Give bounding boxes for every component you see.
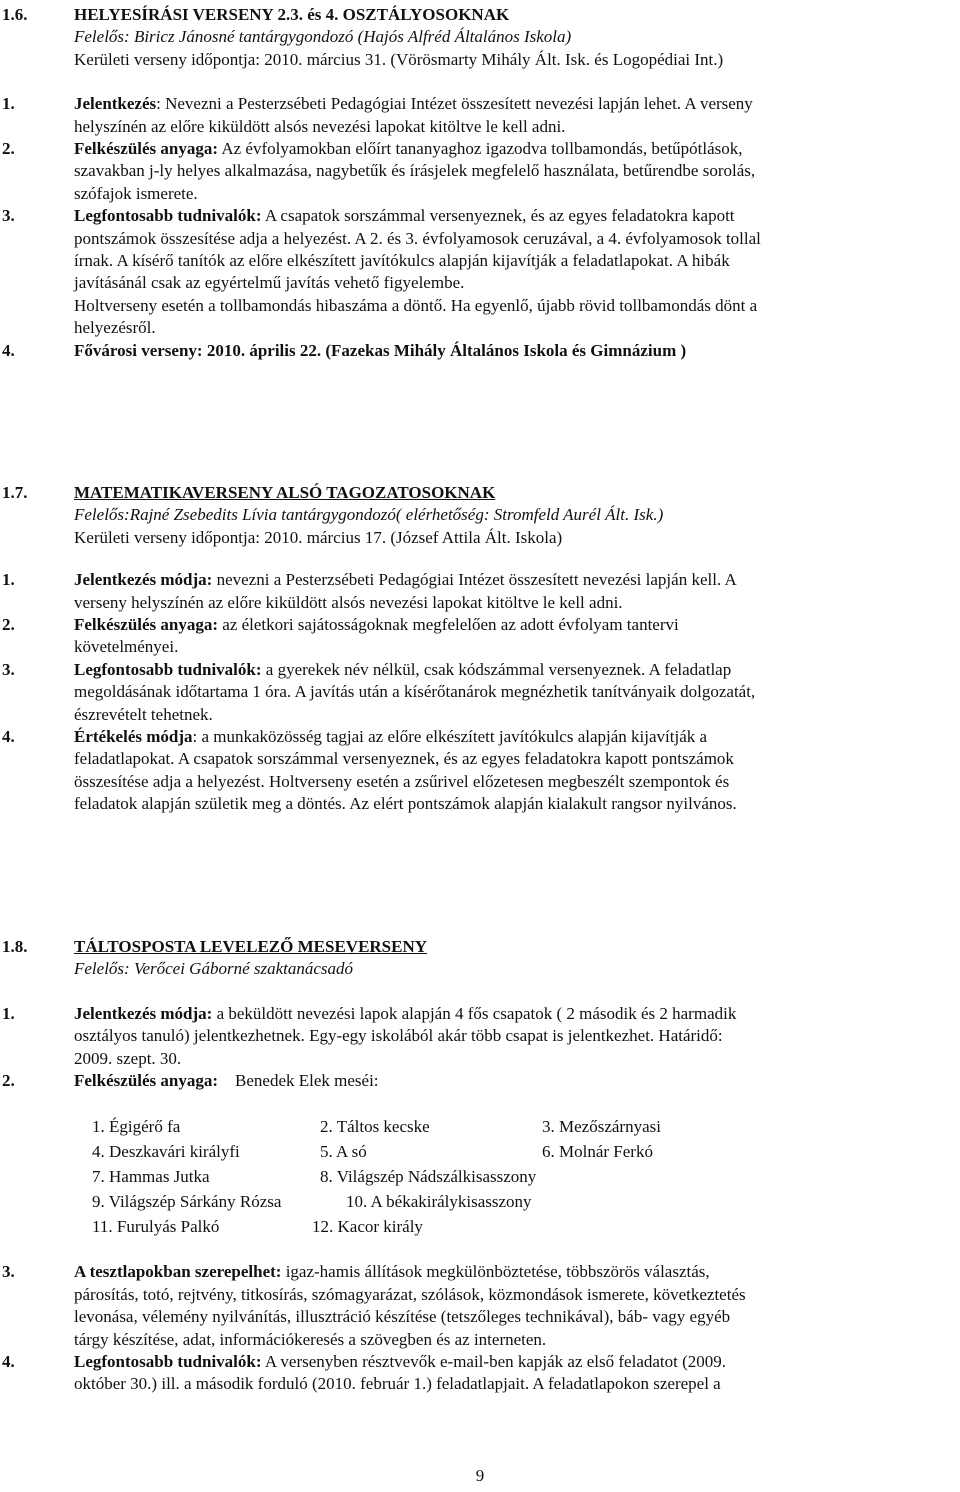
item-text: Az évfolyamokban előírt tananyaghoz igazodva tollbamondás, betűpótlások, bbox=[218, 139, 743, 159]
item-label: Legfontosabb tudnivalók: bbox=[74, 1352, 262, 1372]
date-line: Kerületi verseny időpontja: 2010. március 17. (József Attila Ált. Iskola) bbox=[74, 527, 563, 547]
story-row bbox=[92, 1216, 960, 1241]
item-label: Legfontosabb tudnivalók: bbox=[74, 659, 262, 679]
item-text: összesítése adja a helyezést. Holtverseny esetén a zsűrivel előzetesen megbeszélt szempontok és bbox=[74, 771, 730, 791]
item-text: 2009. szept. 30. bbox=[74, 1048, 182, 1068]
list-item bbox=[0, 205, 960, 339]
section-number: 1.6. bbox=[2, 5, 28, 24]
story-item: 12. Kacor király bbox=[312, 1217, 423, 1237]
item-text: október 30.) ill. a második forduló (2010. február 1.) feladatlapjait. A feladatlapokon szerepel a bbox=[74, 1374, 721, 1394]
story-row bbox=[92, 1191, 960, 1216]
story-item: 8. Világszép Nádszálkisasszony bbox=[320, 1167, 537, 1187]
item-label: Jelentkezés bbox=[74, 94, 157, 114]
story-row bbox=[92, 1141, 960, 1166]
item-label: Felkészülés anyaga: bbox=[74, 139, 219, 159]
item-label: Legfontosabb tudnivalók: bbox=[74, 206, 262, 226]
story-item: 1. Égigérő fa bbox=[92, 1117, 181, 1137]
section-number: 1.8. bbox=[2, 937, 28, 956]
item-text: : Nevezni a Pesterzsébeti Pedagógiai Intézet összesített nevezési lapján lehet. A verseny bbox=[156, 94, 753, 114]
item-text: írnak. A kísérő tanítók az előre elkészített javítókulcs alapján kijavítják a feladatlapokat. A hibák bbox=[74, 251, 730, 271]
item-text: : a munkaközösség tagjai az előre elkészített javítókulcs alapján kijavítják a bbox=[192, 727, 708, 747]
item-number: 4. bbox=[2, 1352, 15, 1372]
story-item: 7. Hammas Jutka bbox=[92, 1167, 210, 1187]
item-number: 3. bbox=[2, 1262, 15, 1282]
item-text: osztályos tanuló) jelentkezhetnek. Egy-egy iskolából akár több csapat is jelentkezhet. Határidő: bbox=[74, 1026, 723, 1046]
item-number: 1. bbox=[2, 1003, 15, 1023]
story-item: 9. Világszép Sárkány Rózsa bbox=[92, 1192, 282, 1212]
list-item bbox=[0, 726, 960, 816]
item-text: Holtverseny esetén a tollbamondás hibaszáma a döntő. Ha egyenlő, újabb rövid tollbamondás dönt a bbox=[74, 295, 758, 315]
section-number: 1.7. bbox=[2, 483, 28, 502]
story-item: 5. A só bbox=[320, 1142, 367, 1162]
item-text: javításánál csak az egyértelmű javítás vehető figyelembe. bbox=[74, 273, 465, 293]
list-item bbox=[0, 614, 960, 659]
item-label: Fővárosi verseny: 2010. április 22. (Fazekas Mihály Általános Iskola és Gimnázium ) bbox=[74, 340, 687, 360]
list-item bbox=[0, 340, 960, 362]
item-text: megoldásának időtartama 1 óra. A javítás után a kísérőtanárok megnézhetik tanítványaik dolgozatát, bbox=[74, 682, 756, 702]
item-number: 1. bbox=[2, 94, 15, 114]
item-text: helyszínén az előre kiküldött alsós nevezési lapokat kitöltve le kell adni. bbox=[74, 116, 566, 136]
list-item bbox=[0, 138, 960, 205]
item-label: Felkészülés anyaga: bbox=[74, 1071, 219, 1091]
responsible-line: Felelős: Biricz Jánosné tantárgygondozó (Hajós Alfréd Általános Iskola) bbox=[74, 27, 572, 47]
section-title: HELYESÍRÁSI VERSENY 2.3. és 4. OSZTÁLYOSOKNAK bbox=[74, 5, 510, 24]
item-text: párosítás, totó, rejtvény, titkosírás, szómagyarázat, szólások, közmondások ismerete, következtetés bbox=[74, 1284, 746, 1304]
item-text: szavakban j-ly helyes alkalmazása, nagybetűk és írásjelek megfelelő használata, betűrendbe sorolás, bbox=[74, 161, 756, 181]
story-item: 6. Molnár Ferkó bbox=[542, 1142, 653, 1162]
item-number: 4. bbox=[2, 340, 15, 360]
item-text: pontszámok összesítése adja a helyezést. A 2. és 3. évfolyamosok ceruzával, a 4. évfolyamosok tollal bbox=[74, 228, 761, 248]
list-item bbox=[0, 93, 960, 138]
section-taltosposta-meseverseny bbox=[0, 936, 960, 1396]
responsible-line: Felelős:Rajné Zsebedits Lívia tantárgygondozó( elérhetőség: Stromfeld Aurél Ált. Isk.) bbox=[74, 505, 664, 525]
item-text: verseny helyszínén az előre kiküldött alsós nevezési lapokat kitöltve le kell adni. bbox=[74, 592, 623, 612]
item-text: A csapatok sorszámmal versenyeznek, és az egyes feladatokra kapott bbox=[261, 206, 735, 226]
section-helyesirasi-verseny bbox=[0, 4, 960, 362]
story-item: 3. Mezőszárnyasi bbox=[542, 1117, 661, 1137]
list-item bbox=[0, 1261, 960, 1351]
list-item bbox=[0, 569, 960, 614]
list-item bbox=[0, 1070, 960, 1092]
item-text: az életkori sajátosságoknak megfelelően az adott évfolyam tantervi bbox=[218, 615, 679, 635]
item-text: igaz-hamis állítások megkülönböztetése, többszörös választás, bbox=[281, 1262, 710, 1282]
item-text: szófajok ismerete. bbox=[74, 183, 198, 203]
story-row bbox=[92, 1116, 960, 1141]
item-label: Értékelés módja bbox=[74, 727, 193, 747]
item-text: A versenyben résztvevők e-mail-ben kapják az első feladatot (2009. bbox=[261, 1352, 727, 1372]
item-number: 2. bbox=[2, 1071, 15, 1091]
list-item bbox=[0, 659, 960, 726]
item-text: követelményei. bbox=[74, 637, 179, 657]
item-label: A tesztlapokban szerepelhet: bbox=[74, 1262, 282, 1282]
section-title: MATEMATIKAVERSENY ALSÓ TAGOZATOSOKNAK bbox=[74, 483, 496, 502]
date-line: Kerületi verseny időpontja: 2010. március 31. (Vörösmarty Mihály Ált. Isk. és Logopédiai Int.) bbox=[74, 49, 724, 69]
item-number: 1. bbox=[2, 570, 15, 590]
item-number: 3. bbox=[2, 659, 15, 679]
item-text: feladatok alapján születik meg a döntés. Az elért pontszámok alapján kialakult rangsor nyilvános. bbox=[74, 794, 737, 814]
item-text: levonása, vélemény nyilvánítás, illusztráció készítése (tetszőleges technikával), báb- vagy egyéb bbox=[74, 1307, 731, 1327]
story-row bbox=[92, 1166, 960, 1191]
item-number: 2. bbox=[2, 139, 15, 159]
list-item bbox=[0, 1351, 960, 1396]
item-text: a gyerekek név nélkül, csak kódszámmal versenyeznek. A feladatlap bbox=[261, 659, 732, 679]
section-matematikaverseny bbox=[0, 482, 960, 816]
story-item: 10. A békakirálykisasszony bbox=[346, 1192, 532, 1212]
item-label: Jelentkezés módja: bbox=[74, 1003, 213, 1023]
item-label: Jelentkezés módja: bbox=[74, 570, 213, 590]
item-number: 2. bbox=[2, 615, 15, 635]
item-text: feladatlapokat. A csapatok sorszámmal versenyeznek, és az egyes feladatokra kapott pontszámok bbox=[74, 749, 734, 769]
list-item bbox=[0, 1003, 960, 1070]
item-text: Benedek Elek meséi: bbox=[218, 1071, 379, 1091]
section-title: TÁLTOSPOSTA LEVELEZŐ MESEVERSENY bbox=[74, 937, 428, 956]
page-number: 9 bbox=[475, 1466, 485, 1485]
item-label: Felkészülés anyaga: bbox=[74, 615, 219, 635]
responsible-line: Felelős: Verőcei Gáborné szaktanácsadó bbox=[74, 959, 354, 979]
item-number: 3. bbox=[2, 206, 15, 226]
item-number: 4. bbox=[2, 727, 15, 747]
story-item: 4. Deszkavári királyfi bbox=[92, 1142, 240, 1162]
item-text: tárgy készítése, adat, információkeresés a szövegben és az interneten. bbox=[74, 1329, 547, 1349]
story-item: 11. Furulyás Palkó bbox=[92, 1217, 220, 1237]
item-text: nevezni a Pesterzsébeti Pedagógiai Intézet összesített nevezési lapján kell. A bbox=[212, 570, 737, 590]
story-item: 2. Táltos kecske bbox=[320, 1117, 430, 1137]
story-list bbox=[92, 1116, 960, 1241]
item-text: észrevételt tehetnek. bbox=[74, 704, 213, 724]
item-text: helyezésről. bbox=[74, 318, 156, 338]
item-text: a beküldött nevezési lapok alapján 4 fős csapatok ( 2 második és 2 harmadik bbox=[212, 1003, 737, 1023]
